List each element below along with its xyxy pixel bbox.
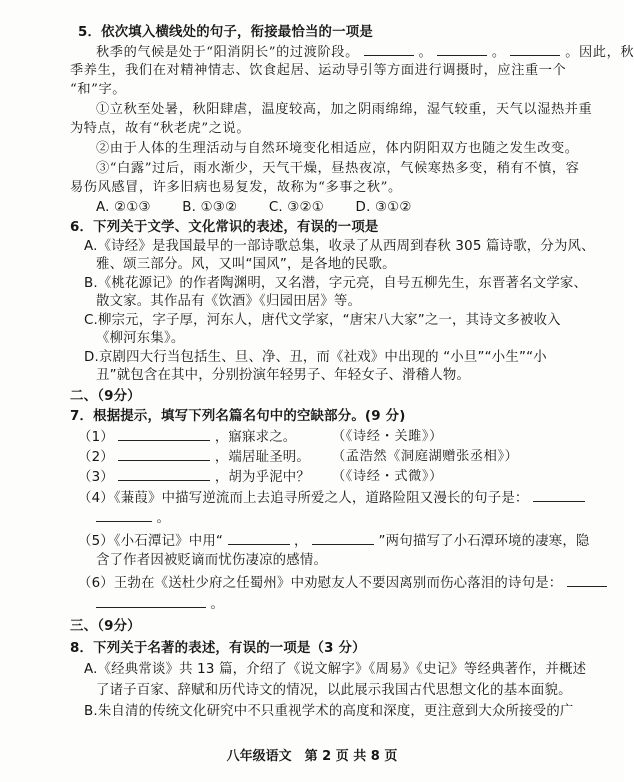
section-3-heading: 三、（9分） <box>70 619 141 634</box>
q6-title: 6．下列关于文学、文化常识的表述，有误的一项是 <box>70 220 379 235</box>
q7-row-4-continued: 。 <box>96 509 170 528</box>
q6-option-d-line2: 丑”就包含在其中，分别扮演年轻男子、年轻女子、滑稽人物。 <box>96 368 471 383</box>
q5-blank-2[interactable] <box>437 43 487 56</box>
q7-row-3-text: ，胡为乎泥中？ <box>214 470 310 485</box>
q7-row-3-number: （3） <box>78 470 114 485</box>
q7-row-6-text: （6）王勃在《送杜少府之任蜀州》中劝慰友人不要因离别而伤心落泪的诗句是： <box>78 576 563 591</box>
q6-option-c-line1[interactable]: C.柳宗元，字子厚，河东人，唐代文学家，“唐宋八大家”之一，其诗文多被收入 <box>84 312 561 328</box>
q6-option-a-line2: 雅、颂三部分。风，又叫“国风”，是各地的民歌。 <box>96 257 396 272</box>
q5-blank-3[interactable] <box>510 43 560 56</box>
q6-option-a-line1[interactable]: A.《诗经》是我国最早的一部诗歌总集，收录了从西周到春秋 305 篇诗歌，分为风、 <box>84 238 595 254</box>
q5-blank-1[interactable] <box>364 43 414 56</box>
q8-option-b-line1[interactable]: B.朱自清的传统文化研究中不只重视学术的高度和深度，更注意到大众所接受的广 <box>84 704 574 719</box>
q7-row-2-source: （孟浩然《洞庭湖赠张丞相》） <box>332 449 519 464</box>
q7-row-5-line2: 含了作者因被贬谪而忧伤凄凉的感情。 <box>96 553 328 568</box>
q6-option-c-line2: 《柳河东集》。 <box>96 331 185 346</box>
q5-sentence-3b: 易伤风感冒，许多旧病也易复发，故称为“多事之秋”。 <box>70 180 402 195</box>
q7-row-1-source: （《诗经・关雎》） <box>332 429 443 444</box>
q8-option-a-line1[interactable]: A.《经典常谈》共 13 篇，介绍了《说文解字》《周易》《史记》等经典著作，并概述 <box>84 662 587 677</box>
q5-stem-line1: 秋季的气候是处于“阳消阴长”的过渡阶段。 。 。 。因此，秋 <box>96 45 634 60</box>
q7-row-5-text-c: ”两句描写了小石潭环境的凄寒，隐 <box>378 534 590 549</box>
q5-title: 5．依次填入横线处的句子，衔接最恰当的一项是 <box>78 25 373 40</box>
q7-row-4 <box>78 489 585 508</box>
q5-sentence-2: ②由于人体的生理活动与自然环境变化相适应，体内阴阳双方也随之发生改变。 <box>96 141 579 156</box>
q7-row-1-number: （1） <box>78 430 114 445</box>
q7-blank-2[interactable] <box>118 448 210 461</box>
q7-row-5 <box>78 532 590 551</box>
q5-choices[interactable]: A. ②①③ B. ①③② C. ③②① D. ③①② <box>96 200 412 215</box>
q6-option-d-line1[interactable]: D.京剧四大行当包括生、旦、净、丑，而《社戏》中出现的 “小旦”“小生”“小 <box>84 349 547 365</box>
q7-blank-6b[interactable] <box>96 595 206 608</box>
q5-stem-text: 秋季的气候是处于“阳消阴长”的过渡阶段。 <box>96 45 359 60</box>
q5-stem-line2: 季养生，我们在对精神情志、饮食起居、运动导引等方面进行调摄时，应注重一个 <box>70 63 567 78</box>
q7-blank-6a[interactable] <box>567 574 607 587</box>
q7-blank-4b[interactable] <box>96 509 152 522</box>
q7-row-3 <box>78 468 310 487</box>
section-2-heading: 二、（9分） <box>70 389 141 404</box>
q7-row-5-text-a: （5）《小石潭记》中用“ <box>78 534 224 549</box>
q5-sentence-3a: ③“白露”过后，雨水渐少，天气干燥，昼热夜凉，气候寒热多变，稍有不慎，容 <box>96 161 580 176</box>
q7-row-2-number: （2） <box>78 450 114 465</box>
q8-title: 8．下列关于名著的表述，有误的一项是（3 分） <box>70 641 366 656</box>
q7-row-1 <box>78 428 296 447</box>
q7-blank-1[interactable] <box>118 428 210 441</box>
q5-stem-tail: 。因此，秋 <box>565 45 634 60</box>
q7-row-2-text: ，端居耻圣明。 <box>214 450 310 465</box>
q5-stem-line3: “和”字。 <box>70 82 127 97</box>
page-footer: 八年级语文 第 2 页 共 8 页 <box>226 749 398 764</box>
q5-sentence-1a: ①立秋至处暑，秋阳肆虐，温度较高，加之阴雨绵绵，湿气较重，天气以湿热并重 <box>96 102 593 117</box>
q7-row-6 <box>78 574 607 593</box>
q7-blank-4a[interactable] <box>533 489 585 502</box>
q7-row-2 <box>78 448 310 467</box>
q7-row-3-source: （《诗经・式微》） <box>332 469 443 484</box>
q7-row-5-comma: ， <box>294 534 308 549</box>
q6-option-b-line2: 散文家。其作品有《饮酒》《归园田居》等。 <box>96 294 362 309</box>
q7-row-4-text: （4）《蒹葭》中描写逆流而上去追寻所爱之人，道路险阻又漫长的句子是： <box>78 491 529 506</box>
q7-blank-5b[interactable] <box>312 532 374 545</box>
q7-title: 7．根据提示，填写下列名篇名句中的空缺部分。(9 分) <box>70 409 406 424</box>
q7-row-1-text: ，寤寐求之。 <box>214 430 297 445</box>
q6-option-b-line1[interactable]: B.《桃花源记》的作者陶渊明，又名潜，字元亮，自号五柳先生，东晋著名文学家、 <box>84 275 588 291</box>
q7-blank-3[interactable] <box>118 468 210 481</box>
q5-sentence-1b: 为特点，故有“秋老虎”之说。 <box>70 121 251 136</box>
q7-blank-5a[interactable] <box>228 532 290 545</box>
q7-row-6-continued: 。 <box>96 595 224 614</box>
q8-option-a-line2: 了诸子百家、辞赋和历代诗文的情况，以此展示我国古代思想文化的基本面貌。 <box>96 683 572 698</box>
